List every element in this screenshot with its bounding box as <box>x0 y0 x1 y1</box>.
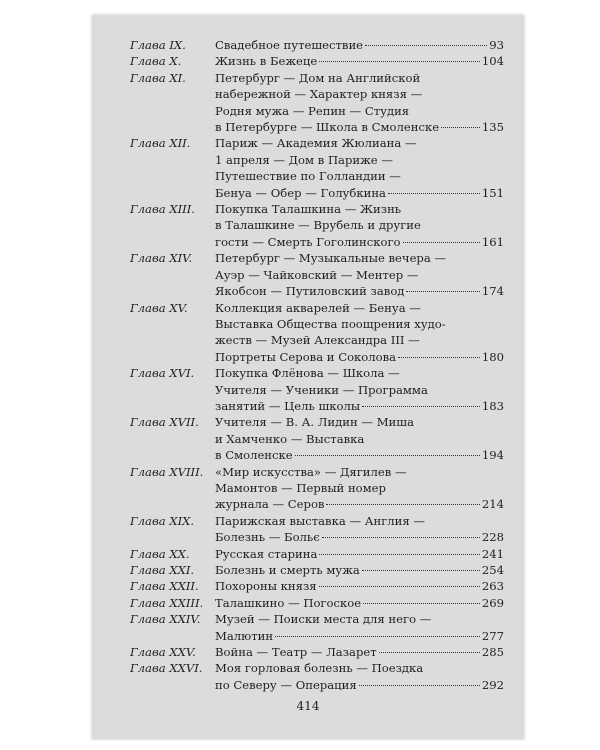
chapter-page-number: 277 <box>481 628 504 643</box>
chapter-label: Глава XXI. <box>130 563 195 577</box>
toc-entry <box>130 513 504 546</box>
dot-leader <box>319 554 479 555</box>
chapter-title-line: Жизнь в Бежеце <box>215 54 318 69</box>
chapter-title <box>215 578 504 594</box>
dot-leader <box>295 455 480 456</box>
dot-leader <box>319 61 480 62</box>
chapter-title-line: Похороны князя <box>215 579 317 594</box>
chapter-title-line: Петербург — Музыкальные вечера — <box>215 251 447 266</box>
chapter-label: Глава XVII. <box>130 415 199 430</box>
chapter-title <box>215 513 504 546</box>
chapter-page-number: 174 <box>481 284 504 299</box>
chapter-title-last-line <box>215 119 504 135</box>
chapter-label: Глава X. <box>130 54 182 69</box>
chapter-label: Глава IX. <box>130 38 186 52</box>
dot-leader <box>441 127 480 128</box>
chapter-title-line: Болезнь и смерть мужа <box>215 563 360 577</box>
chapter-title-line: Свадебное путешествие <box>215 38 364 52</box>
chapter-label: Глава XVIII. <box>130 464 204 479</box>
toc-entry <box>130 611 504 644</box>
chapter-title <box>215 562 504 578</box>
chapter-title-last-line <box>215 677 504 693</box>
toc-entry <box>130 70 504 136</box>
toc-entry <box>130 644 504 660</box>
chapter-label: Глава XVI. <box>130 366 195 381</box>
chapter-title-line: Бенуа — Обер — Голубкина <box>215 185 386 200</box>
chapter-title-line: Музей — Поиски места для него — <box>215 612 432 627</box>
toc-entry <box>130 578 504 594</box>
dot-leader <box>379 652 480 653</box>
chapter-title-last-line <box>215 546 504 562</box>
chapter-title-line: Учителя — Ученики — Программа <box>215 382 428 397</box>
toc-entry <box>130 660 504 693</box>
chapter-title <box>215 611 504 644</box>
toc-entry <box>130 365 504 414</box>
chapter-page-number: 292 <box>481 677 504 692</box>
chapter-title-line: Ауэр — Чайковский — Ментер — <box>215 267 419 282</box>
chapter-label: Глава XII. <box>130 136 191 151</box>
chapter-page-number: 161 <box>481 234 504 249</box>
chapter-title-line: и Хамченко — Выставка <box>215 431 365 446</box>
chapter-page-number: 263 <box>481 579 504 594</box>
chapter-title-line: Талашкино — Погоское <box>215 595 362 610</box>
dot-leader <box>275 636 480 637</box>
chapter-title-last-line <box>215 349 504 365</box>
chapter-title <box>215 70 504 136</box>
chapter-title-line: гости — Смерть Гоголинского <box>215 234 401 249</box>
chapter-title-line: Мамонтов — Первый номер <box>215 480 386 495</box>
dot-leader <box>362 406 480 407</box>
toc-entry <box>130 37 504 53</box>
chapter-label: Глава XXIV. <box>130 612 201 627</box>
chapter-label: Глава XIII. <box>130 202 195 217</box>
chapter-title <box>215 365 504 414</box>
chapter-title <box>215 414 504 463</box>
chapter-title-last-line <box>215 562 504 578</box>
chapter-page-number: 214 <box>481 497 504 512</box>
chapter-title <box>215 546 504 562</box>
page-number: 414 <box>296 699 320 713</box>
chapter-title-line: в Петербурге — Школа в Смоленске <box>215 120 440 135</box>
chapter-page-number: 183 <box>481 398 504 413</box>
chapter-page-number: 104 <box>481 54 504 69</box>
dot-leader <box>406 291 479 292</box>
chapter-title-line: Выставка Общества поощрения худо- <box>215 316 446 331</box>
chapter-title-last-line <box>215 283 504 299</box>
chapter-title-line: Париж — Академия Жюлиана — <box>215 136 417 151</box>
chapter-title-line: в Смоленске <box>215 448 293 463</box>
chapter-label: Глава XXVI. <box>130 661 203 676</box>
chapter-title-last-line <box>215 234 504 250</box>
chapter-title-last-line <box>215 628 504 644</box>
toc-entry <box>130 546 504 562</box>
toc-entry <box>130 53 504 69</box>
toc-entry <box>130 250 504 299</box>
chapter-title <box>215 250 504 299</box>
chapter-label: Глава XXIII. <box>130 595 204 610</box>
chapter-title-line: жеств — Музей Александра III — <box>215 333 420 348</box>
chapter-title-line: Русская старина <box>215 546 318 561</box>
chapter-label: Глава XXV. <box>130 645 196 660</box>
chapter-title-line: Учителя — В. А. Лидин — Миша <box>215 415 414 430</box>
dot-leader <box>322 537 480 538</box>
toc-entry <box>130 135 504 201</box>
chapter-title-line: Болезнь — Больє <box>215 530 320 545</box>
chapter-title-last-line <box>215 37 504 53</box>
chapter-title <box>215 300 504 366</box>
toc-entry <box>130 414 504 463</box>
chapter-label: Глава XXII. <box>130 579 199 594</box>
chapter-title <box>215 644 504 660</box>
chapter-title-line: занятий — Цель школы <box>215 398 361 413</box>
chapter-title <box>215 135 504 201</box>
chapter-title-line: Портреты Серова и Соколова <box>215 349 397 364</box>
chapter-title-last-line <box>215 53 504 69</box>
chapter-page-number: 135 <box>481 120 504 135</box>
dot-leader <box>326 504 479 505</box>
toc-entry <box>130 300 504 366</box>
chapter-page-number: 151 <box>481 185 504 200</box>
chapter-title-last-line <box>215 595 504 611</box>
dot-leader <box>403 242 480 243</box>
chapter-title-line: Родня мужа — Репин — Студия <box>215 103 410 118</box>
chapter-title-line: Путешествие по Голландии — <box>215 169 401 184</box>
chapter-title-last-line <box>215 578 504 594</box>
chapter-page-number: 254 <box>481 563 504 577</box>
chapter-title-last-line <box>215 644 504 660</box>
toc-entry <box>130 562 504 578</box>
toc-entry <box>130 201 504 250</box>
chapter-title-line: Петербург — Дом на Английской <box>215 70 421 85</box>
chapter-title-line: в Талашкине — Врубель и другие <box>215 218 421 233</box>
chapter-label: Глава XX. <box>130 546 190 561</box>
chapter-title <box>215 660 504 693</box>
chapter-title-last-line <box>215 398 504 414</box>
dot-leader <box>359 685 480 686</box>
book-page <box>92 15 524 739</box>
chapter-title-line: Война — Театр — Лазарет <box>215 645 377 660</box>
chapter-title-line: журнала — Серов <box>215 497 325 512</box>
chapter-title-line: по Северу — Операция <box>215 677 357 692</box>
chapter-label: Глава XV. <box>130 300 188 315</box>
chapter-page-number: 285 <box>481 645 504 660</box>
chapter-page-number: 194 <box>481 448 504 463</box>
chapter-title-last-line <box>215 529 504 545</box>
chapter-title-line: Коллекция акварелей — Бенуа — <box>215 300 421 315</box>
dot-leader <box>388 193 480 194</box>
chapter-title <box>215 595 504 611</box>
chapter-title-line: Малютин <box>215 628 274 643</box>
table-of-contents <box>130 37 504 693</box>
toc-entry <box>130 464 504 513</box>
chapter-page-number: 180 <box>481 349 504 364</box>
chapter-title-last-line <box>215 496 504 512</box>
chapter-title-line: Моя горловая болезнь — Поездка <box>215 661 424 676</box>
chapter-title-line: Парижская выставка — Англия — <box>215 513 425 528</box>
toc-entry <box>130 595 504 611</box>
chapter-title-line: Покупка Талашкина — Жизнь <box>215 202 402 217</box>
chapter-page-number: 269 <box>481 595 504 610</box>
chapter-label: Глава XIV. <box>130 251 193 266</box>
chapter-label: Глава XIX. <box>130 513 195 528</box>
chapter-title <box>215 464 504 513</box>
chapter-title-last-line <box>215 447 504 463</box>
chapter-title <box>215 37 504 53</box>
chapter-title <box>215 201 504 250</box>
chapter-page-number: 241 <box>481 546 504 561</box>
dot-leader <box>398 357 480 358</box>
dot-leader <box>362 570 480 571</box>
chapter-title-line: Якобсон — Путиловский завод <box>215 284 405 299</box>
chapter-title-line: Покупка Флёнова — Школа — <box>215 366 400 381</box>
chapter-label: Глава XI. <box>130 70 186 85</box>
dot-leader <box>365 45 487 46</box>
chapter-title-line: «Мир искусства» — Дягилев — <box>215 464 407 479</box>
chapter-title-line: 1 апреля — Дом в Париже — <box>215 152 393 167</box>
chapter-title-line: набережной — Характер князя — <box>215 87 423 102</box>
chapter-title <box>215 53 504 69</box>
chapter-page-number: 93 <box>489 38 504 52</box>
dot-leader <box>319 586 480 587</box>
chapter-page-number: 228 <box>481 530 504 545</box>
chapter-title-last-line <box>215 185 504 201</box>
dot-leader <box>363 603 480 604</box>
